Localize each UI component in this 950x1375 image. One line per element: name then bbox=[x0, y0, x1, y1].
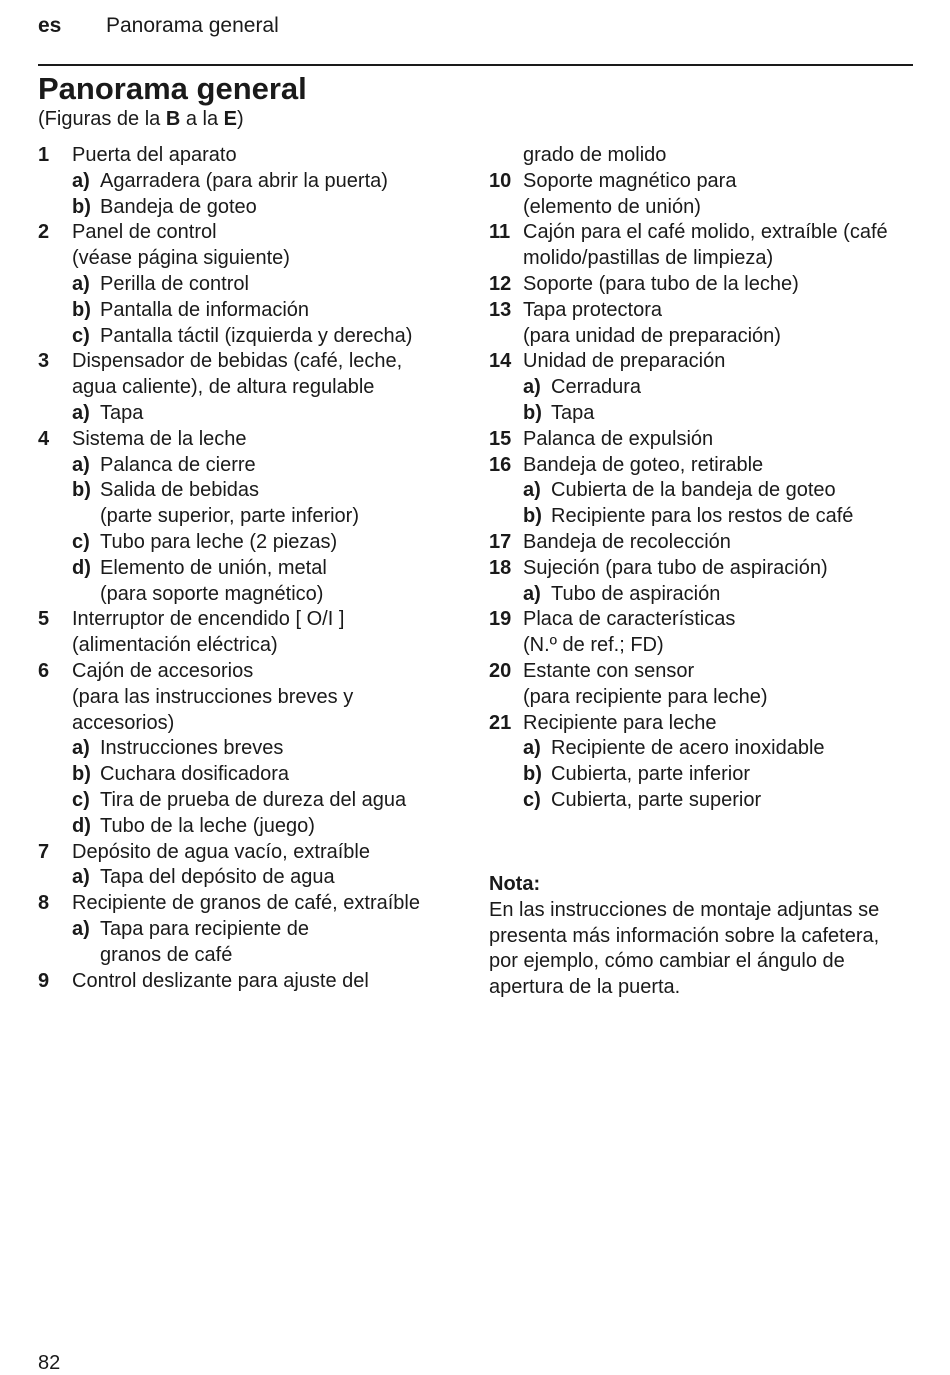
sub-part-text: Recipiente para los restos de café bbox=[551, 505, 854, 528]
sub-part-text: Tapa para recipiente de bbox=[100, 917, 310, 940]
sub-part-letter: a) bbox=[523, 737, 541, 760]
sub-part-letter: b) bbox=[72, 298, 91, 321]
part-text: Dispensador de bebidas (café, leche, bbox=[72, 350, 403, 373]
continuation-text: (véase página siguiente) bbox=[72, 247, 290, 270]
continuation-line bbox=[489, 685, 919, 711]
part-number: 6 bbox=[38, 659, 50, 682]
sub-part-text: Pantalla táctil (izquierda y derecha) bbox=[100, 324, 413, 347]
part-item bbox=[489, 453, 919, 479]
sub-part-text: Tapa bbox=[100, 401, 144, 424]
sub-part-letter: a) bbox=[72, 453, 90, 476]
sub-part-item bbox=[38, 324, 458, 350]
sub-part-letter: a) bbox=[523, 582, 541, 605]
sub-part-letter: a) bbox=[72, 917, 90, 940]
part-number: 20 bbox=[489, 659, 512, 682]
part-text: Bandeja de goteo, retirable bbox=[523, 453, 764, 476]
part-item bbox=[489, 349, 919, 375]
continuation-text: molido/pastillas de limpieza) bbox=[523, 247, 774, 270]
sub-part-item bbox=[38, 298, 458, 324]
note-box bbox=[489, 872, 919, 1001]
continuation-text: (N.º de ref.; FD) bbox=[523, 634, 664, 657]
sub-part-item bbox=[38, 865, 458, 891]
continuation-line bbox=[38, 711, 458, 737]
part-number: 18 bbox=[489, 556, 512, 579]
sub-part-item bbox=[489, 582, 919, 608]
part-item bbox=[38, 840, 458, 866]
part-number: 13 bbox=[489, 298, 512, 321]
continuation-text: (para recipiente para leche) bbox=[523, 685, 768, 708]
figure-from: B bbox=[165, 108, 181, 130]
header-section-title: Panorama general bbox=[106, 14, 279, 37]
sub-part-text: Palanca de cierre bbox=[100, 453, 256, 476]
continuation-line bbox=[489, 633, 919, 659]
sub-part-letter: a) bbox=[523, 479, 541, 502]
parts-list-left bbox=[38, 143, 458, 994]
sub-part-text: Agarradera (para abrir la puerta) bbox=[100, 169, 388, 192]
sub-part-text: Perilla de control bbox=[100, 272, 249, 295]
part-item bbox=[38, 220, 458, 246]
part-number: 5 bbox=[38, 608, 50, 631]
sub-part-text: Cuchara dosificadora bbox=[100, 763, 289, 786]
sub-part-letter: c) bbox=[72, 530, 90, 553]
part-text: Panel de control bbox=[72, 221, 217, 244]
continuation-text: agua caliente), de altura regulable bbox=[72, 376, 375, 399]
part-text: Recipiente de granos de café, extraíble bbox=[72, 892, 420, 915]
sub-part-letter: a) bbox=[523, 376, 541, 399]
continuation-line bbox=[38, 582, 458, 608]
sub-part-text: Tapa del depósito de agua bbox=[100, 866, 335, 889]
continuation-text: (alimentación eléctrica) bbox=[72, 634, 278, 657]
sub-part-item bbox=[38, 169, 458, 195]
part-item bbox=[38, 969, 458, 995]
figures-suffix: ) bbox=[237, 108, 244, 130]
sub-part-letter: a) bbox=[72, 169, 90, 192]
figures-reference bbox=[38, 106, 244, 132]
part-item bbox=[489, 272, 919, 298]
part-text: Depósito de agua vacío, extraíble bbox=[72, 840, 370, 863]
part-item bbox=[489, 298, 919, 324]
part-number: 2 bbox=[38, 221, 50, 244]
sub-part-text: Tubo de la leche (juego) bbox=[100, 814, 315, 837]
continuation-text: accesorios) bbox=[72, 711, 175, 734]
part-text: Unidad de preparación bbox=[523, 350, 726, 373]
header-divider bbox=[38, 64, 913, 66]
part-item bbox=[489, 659, 919, 685]
sub-part-text: Cubierta de la bandeja de goteo bbox=[551, 479, 836, 502]
continuation-text: (elemento de unión) bbox=[523, 195, 701, 218]
part-number: 4 bbox=[38, 427, 50, 450]
note-line: presenta más información sobre la cafetera, bbox=[489, 924, 880, 947]
sub-part-item bbox=[38, 736, 458, 762]
sub-part-letter: a) bbox=[72, 866, 90, 889]
continuation-text: (para las instrucciones breves y bbox=[72, 685, 354, 708]
part-text: Recipiente para leche bbox=[523, 711, 717, 734]
part-item bbox=[489, 220, 919, 246]
sub-part-letter: a) bbox=[72, 737, 90, 760]
part-item bbox=[38, 659, 458, 685]
part-number: 7 bbox=[38, 840, 50, 863]
sub-part-letter: d) bbox=[72, 814, 91, 837]
continuation-line bbox=[489, 143, 919, 169]
sub-part-text: Pantalla de información bbox=[100, 298, 310, 321]
sub-part-item bbox=[38, 556, 458, 582]
sub-part-text: Elemento de unión, metal bbox=[100, 556, 327, 579]
sub-part-item bbox=[38, 401, 458, 427]
note-line: apertura de la puerta. bbox=[489, 976, 681, 999]
continuation-line bbox=[38, 943, 458, 969]
sub-part-letter: b) bbox=[72, 479, 91, 502]
continuation-text: granos de café bbox=[100, 943, 233, 966]
sub-part-letter: d) bbox=[72, 556, 91, 579]
sub-part-text: Bandeja de goteo bbox=[100, 195, 257, 218]
sub-part-text: Tubo de aspiración bbox=[551, 582, 721, 605]
sub-part-item bbox=[38, 453, 458, 479]
part-text: Estante con sensor bbox=[523, 659, 695, 682]
part-item bbox=[38, 607, 458, 633]
part-number: 8 bbox=[38, 892, 50, 915]
note-heading: Nota: bbox=[489, 873, 541, 895]
sub-part-text: Instrucciones breves bbox=[100, 737, 284, 760]
sub-part-text: Recipiente de acero inoxidable bbox=[551, 737, 825, 760]
continuation-line bbox=[38, 375, 458, 401]
part-text: Tapa protectora bbox=[523, 298, 662, 321]
part-number: 17 bbox=[489, 530, 512, 553]
sub-part-item bbox=[38, 478, 458, 504]
page-title: Panorama general bbox=[38, 71, 307, 106]
part-text: Cajón de accesorios bbox=[72, 659, 254, 682]
part-number: 9 bbox=[38, 969, 50, 992]
part-text: Bandeja de recolección bbox=[523, 530, 731, 553]
part-text: Soporte (para tubo de la leche) bbox=[523, 272, 799, 295]
part-number: 10 bbox=[489, 169, 512, 192]
figure-to: E bbox=[223, 108, 237, 130]
page-number: 82 bbox=[38, 1352, 61, 1374]
continuation-line bbox=[38, 246, 458, 272]
part-item bbox=[38, 143, 458, 169]
part-number: 12 bbox=[489, 272, 512, 295]
note-line: por ejemplo, cómo cambiar el ángulo de bbox=[489, 950, 845, 973]
sub-part-text: Cubierta, parte inferior bbox=[551, 763, 750, 786]
part-text: Sujeción (para tubo de aspiración) bbox=[523, 556, 828, 579]
part-item bbox=[489, 607, 919, 633]
sub-part-item bbox=[38, 814, 458, 840]
part-number: 1 bbox=[38, 144, 50, 166]
continuation-text: (parte superior, parte inferior) bbox=[100, 505, 360, 528]
part-item bbox=[489, 556, 919, 582]
part-item bbox=[489, 427, 919, 453]
sub-part-item bbox=[38, 788, 458, 814]
part-item bbox=[489, 530, 919, 556]
continuation-text: (para unidad de preparación) bbox=[523, 324, 781, 347]
sub-part-letter: c) bbox=[72, 324, 90, 347]
continuation-line bbox=[489, 195, 919, 221]
sub-part-item bbox=[38, 195, 458, 221]
part-item bbox=[38, 349, 458, 375]
sub-part-item bbox=[38, 762, 458, 788]
sub-part-letter: b) bbox=[72, 763, 91, 786]
sub-part-letter: b) bbox=[523, 505, 542, 528]
language-code: es bbox=[38, 14, 62, 37]
sub-part-item bbox=[489, 375, 919, 401]
sub-part-item bbox=[489, 762, 919, 788]
note-line: En las instrucciones de montaje adjuntas se bbox=[489, 898, 880, 921]
sub-part-letter: a) bbox=[72, 401, 90, 424]
part-number: 11 bbox=[489, 221, 511, 244]
sub-part-item bbox=[489, 504, 919, 530]
part-text: Soporte magnético para bbox=[523, 169, 737, 192]
part-number: 21 bbox=[489, 711, 512, 734]
part-number: 14 bbox=[489, 350, 512, 373]
figures-prefix: (Figuras de la bbox=[38, 108, 166, 130]
sub-part-item bbox=[38, 917, 458, 943]
part-text: Palanca de expulsión bbox=[523, 427, 714, 450]
continuation-line bbox=[38, 633, 458, 659]
part-number: 15 bbox=[489, 427, 512, 450]
part-text: Control deslizante para ajuste del bbox=[72, 969, 369, 992]
part-text: Interruptor de encendido [ O/I ] bbox=[72, 608, 345, 631]
sub-part-letter: b) bbox=[523, 401, 542, 424]
part-item bbox=[38, 427, 458, 453]
figures-mid: a la bbox=[180, 108, 224, 130]
sub-part-letter: c) bbox=[523, 788, 541, 811]
continuation-line bbox=[38, 504, 458, 530]
sub-part-item bbox=[489, 788, 919, 814]
part-text: Placa de características bbox=[523, 608, 736, 631]
sub-part-text: Cubierta, parte superior bbox=[551, 788, 762, 811]
sub-part-text: Tira de prueba de dureza del agua bbox=[100, 788, 407, 811]
continuation-text: grado de molido bbox=[523, 144, 667, 166]
parts-list-right bbox=[489, 143, 919, 814]
part-number: 3 bbox=[38, 350, 50, 373]
part-item bbox=[489, 169, 919, 195]
part-number: 16 bbox=[489, 453, 512, 476]
sub-part-letter: b) bbox=[72, 195, 91, 218]
sub-part-text: Tubo para leche (2 piezas) bbox=[100, 530, 338, 553]
sub-part-item bbox=[38, 530, 458, 556]
continuation-line bbox=[38, 685, 458, 711]
sub-part-text: Salida de bebidas bbox=[100, 479, 260, 502]
part-text: Puerta del aparato bbox=[72, 144, 237, 166]
continuation-text: (para soporte magnético) bbox=[100, 582, 324, 605]
part-text: Cajón para el café molido, extraíble (café bbox=[523, 221, 888, 244]
sub-part-item bbox=[489, 736, 919, 762]
sub-part-letter: b) bbox=[523, 763, 542, 786]
sub-part-item bbox=[489, 401, 919, 427]
sub-part-letter: c) bbox=[72, 788, 90, 811]
part-item bbox=[489, 711, 919, 737]
part-number: 19 bbox=[489, 608, 512, 631]
sub-part-letter: a) bbox=[72, 272, 90, 295]
sub-part-item bbox=[38, 272, 458, 298]
part-text: Sistema de la leche bbox=[72, 427, 247, 450]
continuation-line bbox=[489, 324, 919, 350]
sub-part-text: Cerradura bbox=[551, 376, 642, 399]
sub-part-text: Tapa bbox=[551, 401, 595, 424]
continuation-line bbox=[489, 246, 919, 272]
sub-part-item bbox=[489, 478, 919, 504]
part-item bbox=[38, 891, 458, 917]
